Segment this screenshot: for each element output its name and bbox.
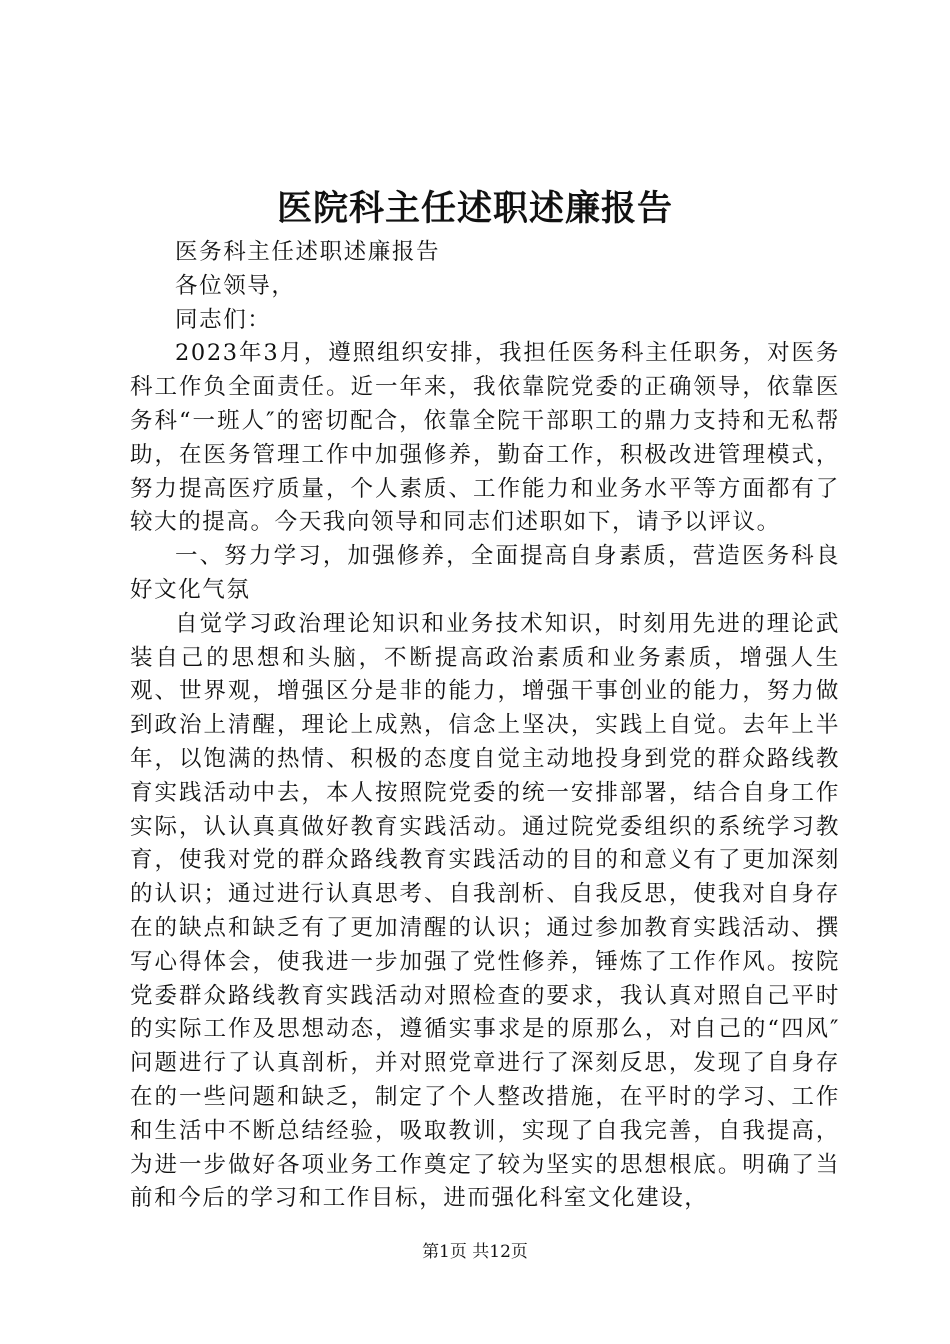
paragraph-section-1: 自觉学习政治理论知识和业务技术知识，时刻用先进的理论武装自己的思想和头脑，不断提高政治素质和业务素质，增强人生观、世界观，增强区分是非的能力，增强干事创业的能力，努力做到政治上清醒，理论上成熟，信念上坚决，实践上自觉。去年上半年，以饱满的热情、积极的态度自觉主动地投身到党的群众路线教育实践活动中去，本人按照院党委的统一安排部署，结合自身工作实际，认认真真做好教育实践活动。通过院党委组织的系统学习教育，使我对党的群众路线教育实践活动的目的和意义有了更加深刻的认识；通过进行认真思考、自我剖析、自我反思，使我对自身存在的缺点和缺乏有了更加清醒的认识；通过参加教育实践活动、撰写心得体会，使我进一步加强了党性修养，锤炼了工作作风。按院党委群众路线教育实践活动对照检查的要求，我认真对照自己平时的实际工作及思想动态，遵循实事求是的原那么，对自己的“四风″问题进行了认真剖析，并对照党章进行了深刻反思，发现了自身存在的一些问题和缺乏，制定了个人整改措施，在平时的学习、工作和生活中不断总结经验，吸取教训，实现了自我完善，自我提高，为进一步做好各项业务工作奠定了较为坚实的思想根底。明确了当前和今后的学习和工作目标，进而强化科室文化建设， [130, 610, 840, 1212]
paragraph-intro: 2023年3月，遵照组织安排，我担任医务科主任职务，对医务科工作负全面责任。近一年来，我依靠院党委的正确领导，依靠医务科“一班人″的密切配合，依靠全院干部职工的鼎力支持和无私帮助，在医务管理工作中加强修养，勤奋工作，积极改进管理模式，努力提高医疗质量，个人素质、工作能力和业务水平等方面都有了较大的提高。今天我向领导和同志们述职如下，请予以评议。 [130, 340, 840, 536]
document-title: 医院科主任述职述廉报告 [276, 188, 673, 229]
document-body [130, 236, 840, 1216]
paragraph-salutation-comrades: 同志们： [175, 306, 272, 333]
paragraph-subtitle: 医务科主任述职述廉报告 [175, 239, 441, 265]
page-number-footer: 第1页 共12页 [422, 1242, 528, 1262]
paragraph-salutation-leaders: 各位领导， [175, 272, 296, 299]
section-heading-1: 一、努力学习，加强修养，全面提高自身素质，营造医务科良好文化气氛 [130, 543, 840, 603]
